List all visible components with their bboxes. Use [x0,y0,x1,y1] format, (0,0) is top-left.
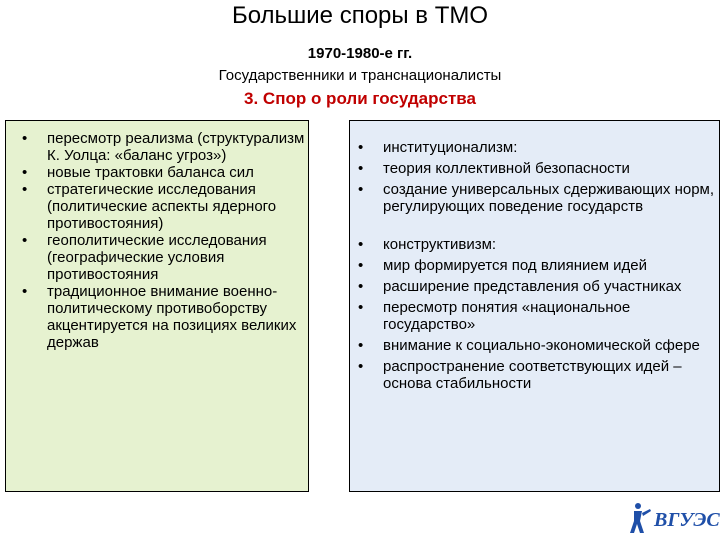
list-item: • пересмотр понятия «национальное государство» [383,299,719,333]
list-item: • мир формируется под влиянием идей [383,257,719,274]
list-item-institutionalism: • институционализм: [383,139,719,156]
page-title: Большие споры в ТМО [231,2,489,29]
list-item: • традиционное внимание военно-политическому противоборству акцентируется на позициях великих держав [47,283,305,351]
list-item: • создание универсальных сдерживающих норм, регулирующих поведение государств [383,181,719,215]
list-item: • новые трактовки баланса сил [47,164,305,181]
list-item: • расширение представления об участниках [383,278,719,295]
list-item-constructivism: • конструктивизм: [383,236,719,253]
university-logo [624,499,720,537]
transnational-list [383,139,719,392]
subtitle: Государственники и транснационалисты [218,67,502,84]
list-item: • пересмотр реализма (структурализм К. Уолца: «баланс угроз») [47,130,305,164]
list-item: • распространение соответствующих идей – основа стабильности [383,358,719,392]
transnational-panel [349,120,720,492]
list-item: • геополитические исследования (географические условия противостояния [47,232,305,283]
period-label: 1970-1980-е гг. [307,45,413,62]
list-item: • теория коллективной безопасности [383,160,719,177]
topic-heading: 3. Спор о роли государства [244,89,476,108]
list-item: • внимание к социально-экономической сфере [383,337,719,354]
list-item: • стратегические исследования (политические аспекты ядерного противостояния) [47,181,305,232]
realism-list [47,130,305,351]
logo-text: ВГУЭС [654,509,720,531]
realism-panel [5,120,309,492]
